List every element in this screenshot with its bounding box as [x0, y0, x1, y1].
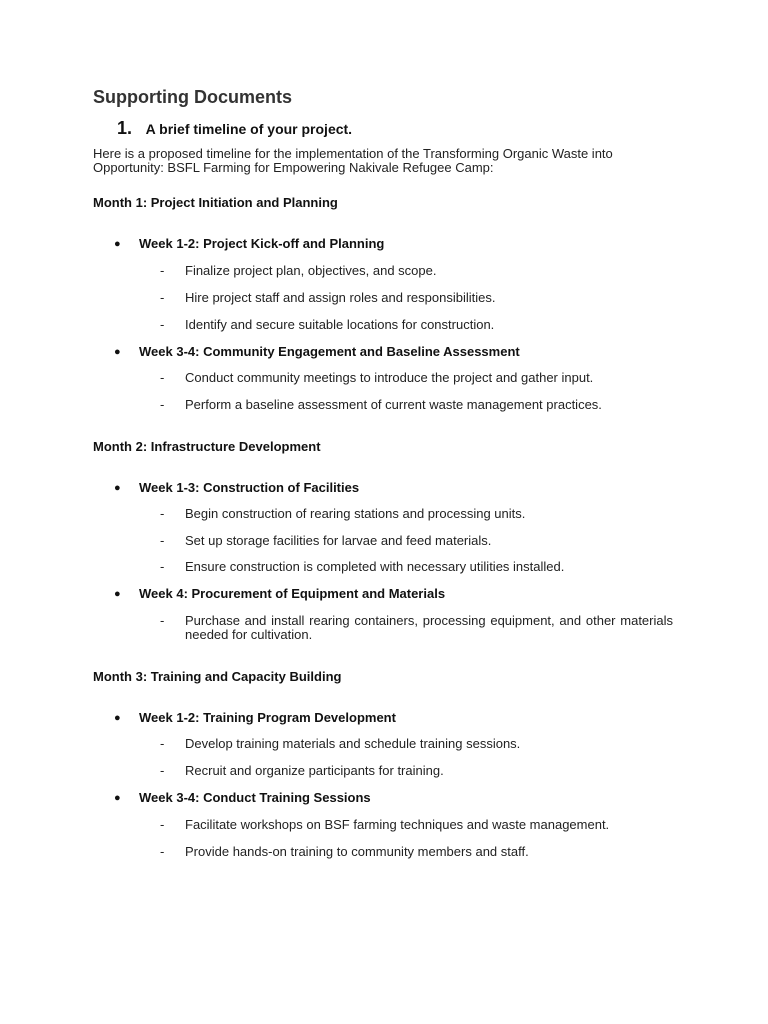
section-number: 1.: [117, 118, 133, 138]
month-heading: Month 3: Training and Capacity Building: [93, 669, 342, 684]
task-item: [160, 737, 673, 751]
task-item: [160, 534, 673, 548]
dash-icon: -: [160, 844, 165, 859]
task-item: [160, 371, 673, 385]
week-label: Week 3-4: Community Engagement and Baseline Assessment: [139, 344, 520, 359]
task-text: Begin construction of rearing stations and processing units.: [185, 506, 526, 521]
week-item: [114, 710, 396, 726]
dash-icon: -: [160, 559, 165, 574]
dash-icon: -: [160, 736, 165, 751]
bullet-icon: ●: [114, 792, 121, 804]
week-item: [114, 586, 445, 602]
month-heading: Month 2: Infrastructure Development: [93, 439, 321, 454]
task-text: Ensure construction is completed with necessary utilities installed.: [185, 559, 565, 574]
dash-icon: -: [160, 613, 165, 628]
task-item: [160, 507, 673, 521]
bullet-icon: ●: [114, 238, 121, 250]
dash-icon: -: [160, 817, 165, 832]
task-item: [160, 318, 673, 332]
task-text: Hire project staff and assign roles and responsibilities.: [185, 290, 496, 305]
week-item: [114, 344, 520, 360]
dash-icon: -: [160, 370, 165, 385]
task-item: [160, 845, 673, 859]
task-text: Identify and secure suitable locations for construction.: [185, 317, 495, 332]
task-item: [160, 291, 673, 305]
week-label: Week 4: Procurement of Equipment and Materials: [139, 586, 446, 601]
section-heading: [117, 116, 352, 140]
task-text: Perform a baseline assessment of current waste management practices.: [185, 397, 602, 412]
dash-icon: -: [160, 397, 165, 412]
task-item: [160, 398, 673, 412]
bullet-icon: ●: [114, 712, 121, 724]
section-heading-text: A brief timeline of your project.: [145, 121, 353, 137]
dash-icon: -: [160, 506, 165, 521]
week-item: [114, 480, 359, 496]
bullet-icon: ●: [114, 346, 121, 358]
task-text: Recruit and organize participants for training.: [185, 763, 444, 778]
week-label: Week 1-2: Project Kick-off and Planning: [139, 236, 385, 251]
task-text: Purchase and install rearing containers, processing equipment, and other materials needed for cultivation.: [185, 613, 673, 642]
task-text: Set up storage facilities for larvae and feed materials.: [185, 533, 492, 548]
intro-paragraph: Here is a proposed timeline for the implementation of the Transforming Organic Waste into Opportunity: BSFL Farming for Empowering Nakivale Refugee Camp:: [93, 146, 613, 175]
week-label: Week 1-3: Construction of Facilities: [139, 480, 360, 495]
task-item: [160, 764, 673, 778]
document-title: Supporting Documents: [93, 87, 292, 107]
dash-icon: -: [160, 290, 165, 305]
task-text: Conduct community meetings to introduce the project and gather input.: [185, 370, 594, 385]
dash-icon: -: [160, 533, 165, 548]
dash-icon: -: [160, 763, 165, 778]
task-text: Develop training materials and schedule training sessions.: [185, 736, 521, 751]
task-text: Facilitate workshops on BSF farming techniques and waste management.: [185, 817, 610, 832]
week-label: Week 1-2: Training Program Development: [139, 710, 396, 725]
week-item: [114, 236, 384, 252]
week-label: Week 3-4: Conduct Training Sessions: [139, 790, 371, 805]
month-heading: Month 1: Project Initiation and Planning: [93, 195, 338, 210]
dash-icon: -: [160, 263, 165, 278]
task-text: Finalize project plan, objectives, and scope.: [185, 263, 437, 278]
bullet-icon: ●: [114, 482, 121, 494]
task-item: [160, 264, 673, 278]
task-text: Provide hands-on training to community members and staff.: [185, 844, 529, 859]
bullet-icon: ●: [114, 588, 121, 600]
task-item: [160, 614, 673, 642]
week-item: [114, 790, 371, 806]
dash-icon: -: [160, 317, 165, 332]
task-item: [160, 818, 673, 832]
task-item: [160, 560, 673, 574]
